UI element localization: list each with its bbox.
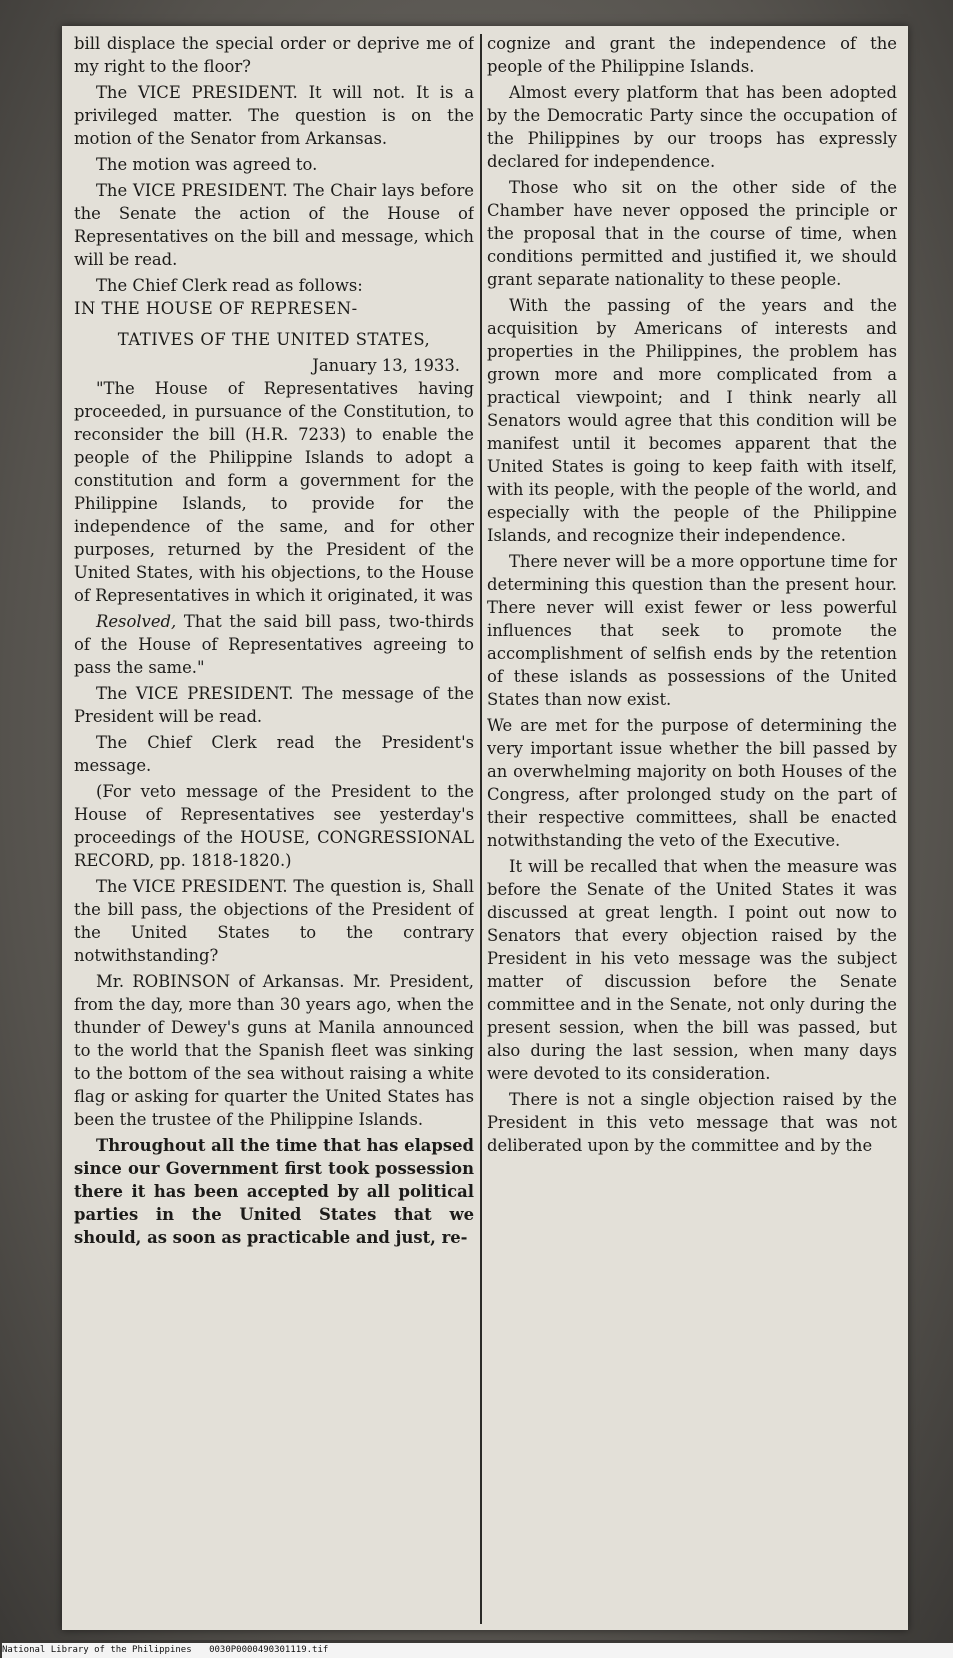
paragraph: The VICE PRESIDENT. The message of the President will be read. (74, 684, 474, 726)
scan-footer (2, 1643, 953, 1658)
paragraph: Mr. ROBINSON of Arkansas. Mr. President, from the day, more than 30 years ago, when the thunder of Dewey's guns at Manila announced to the world that the Spanish fleet was sinking to the bottom of the sea without raising a white flag or asking for quarter the United States has been the trustee of the Philippine Islands. (74, 972, 474, 1129)
paragraph: We are met for the purpose of determining the very important issue whether the bill passed by an overwhelming majority on both Houses of the Congress, after prolonged study on the part of their respective committees, shall be enacted notwithstanding the veto of the Executive. (487, 716, 897, 850)
paragraph: The Chief Clerk read the President's message. (74, 733, 474, 775)
paragraph (74, 610, 474, 679)
paragraph: The VICE PRESIDENT. The question is, Shall the bill pass, the objections of the President of the United States to the contrary notwithstanding? (74, 877, 474, 965)
paragraph: The VICE PRESIDENT. The Chair lays before the Senate the action of the House of Representatives on the bill and message, which will be read. (74, 181, 474, 269)
emphasis: Resolved, (96, 612, 177, 631)
newspaper-clipping (62, 26, 908, 1630)
paragraph: "The House of Representatives having proceeded, in pursuance of the Constitution, to reconsider the bill (H.R. 7233) to enable the people of the Philippine Islands to adopt a constitution and form a government for the Philippine Islands, to provide for the independence of the same, and for other purposes, returned by the President of the United States, with his objections, to the House of Representatives in which it originated, it was (74, 379, 474, 605)
paragraph: There never will be a more opportune time for determining this question than the present hour. There never will exist fewer or less powerful influences that seek to promote the accomplishment of selfish ends by the retention of these islands as possessions of the United States than now exist. (487, 552, 897, 709)
footer-filename: 0030P0000490301119.tif (209, 1645, 329, 1655)
paragraph: Almost every platform that has been adopted by the Democratic Party since the occupation of the Philippines by our troops has expressly declared for independence. (487, 83, 897, 171)
paragraph: With the passing of the years and the acquisition by Americans of interests and properties in the Philippines, the problem has grown more and more complicated from a practical viewpoint; and I think nearly all Senators would agree that this condition will be manifest until it becomes apparent that the United States is going to keep faith with itself, with its people, with the people of the world, and especially with the people of the Philippine Islands, and recognize their independence. (487, 296, 897, 545)
paragraph: The motion was agreed to. (96, 155, 318, 174)
paragraph-text: That the said bill pass, two-thirds of the House of Representatives agreeing to pass the same." (74, 612, 474, 677)
paragraph: (For veto message of the President to the House of Representatives see yesterday's proceedings of the HOUSE, CONGRESSIONAL RECORD, pp. 1818-1820.) (74, 782, 474, 870)
heading-line: IN THE HOUSE OF REPRESEN- (74, 299, 358, 318)
paragraph: The Chief Clerk read as follows: (96, 276, 363, 295)
paragraph: The VICE PRESIDENT. It will not. It is a privileged matter. The question is on the motion of the Senator from Arkansas. (74, 83, 474, 148)
paragraph: cognize and grant the independence of the people of the Philippine Islands. (487, 34, 897, 76)
paragraph: Those who sit on the other side of the Chamber have never opposed the principle or the proposal that in the course of time, when conditions permitted and justified it, we should grant separate nationality to these people. (487, 178, 897, 289)
left-column (74, 32, 474, 1624)
paragraph: It will be recalled that when the measure was before the Senate of the United States it was discussed at great length. I point out now to Senators that every objection raised by the President in his veto message was the subject matter of discussion before the Senate committee and in the Senate, not only during the present session, when the bill was passed, but also during the last session, when many days were devoted to its consideration. (487, 857, 897, 1083)
paragraph: Throughout all the time that has elapsed since our Government first took possession there it has been accepted by all political parties in the United States that we should, as soon as practicable and just, re- (74, 1136, 474, 1247)
paragraph: bill displace the special order or deprive me of my right to the floor? (74, 34, 474, 76)
footer-source: National Library of the Philippines (2, 1645, 192, 1655)
dateline: January 13, 1933. (312, 356, 460, 375)
paragraph: There is not a single objection raised by the President in this veto message that was not deliberated upon by the committee and by the (487, 1090, 897, 1155)
column-divider (480, 34, 482, 1624)
heading-line: TATIVES OF THE UNITED STATES, (117, 330, 431, 349)
right-column (487, 32, 897, 1624)
